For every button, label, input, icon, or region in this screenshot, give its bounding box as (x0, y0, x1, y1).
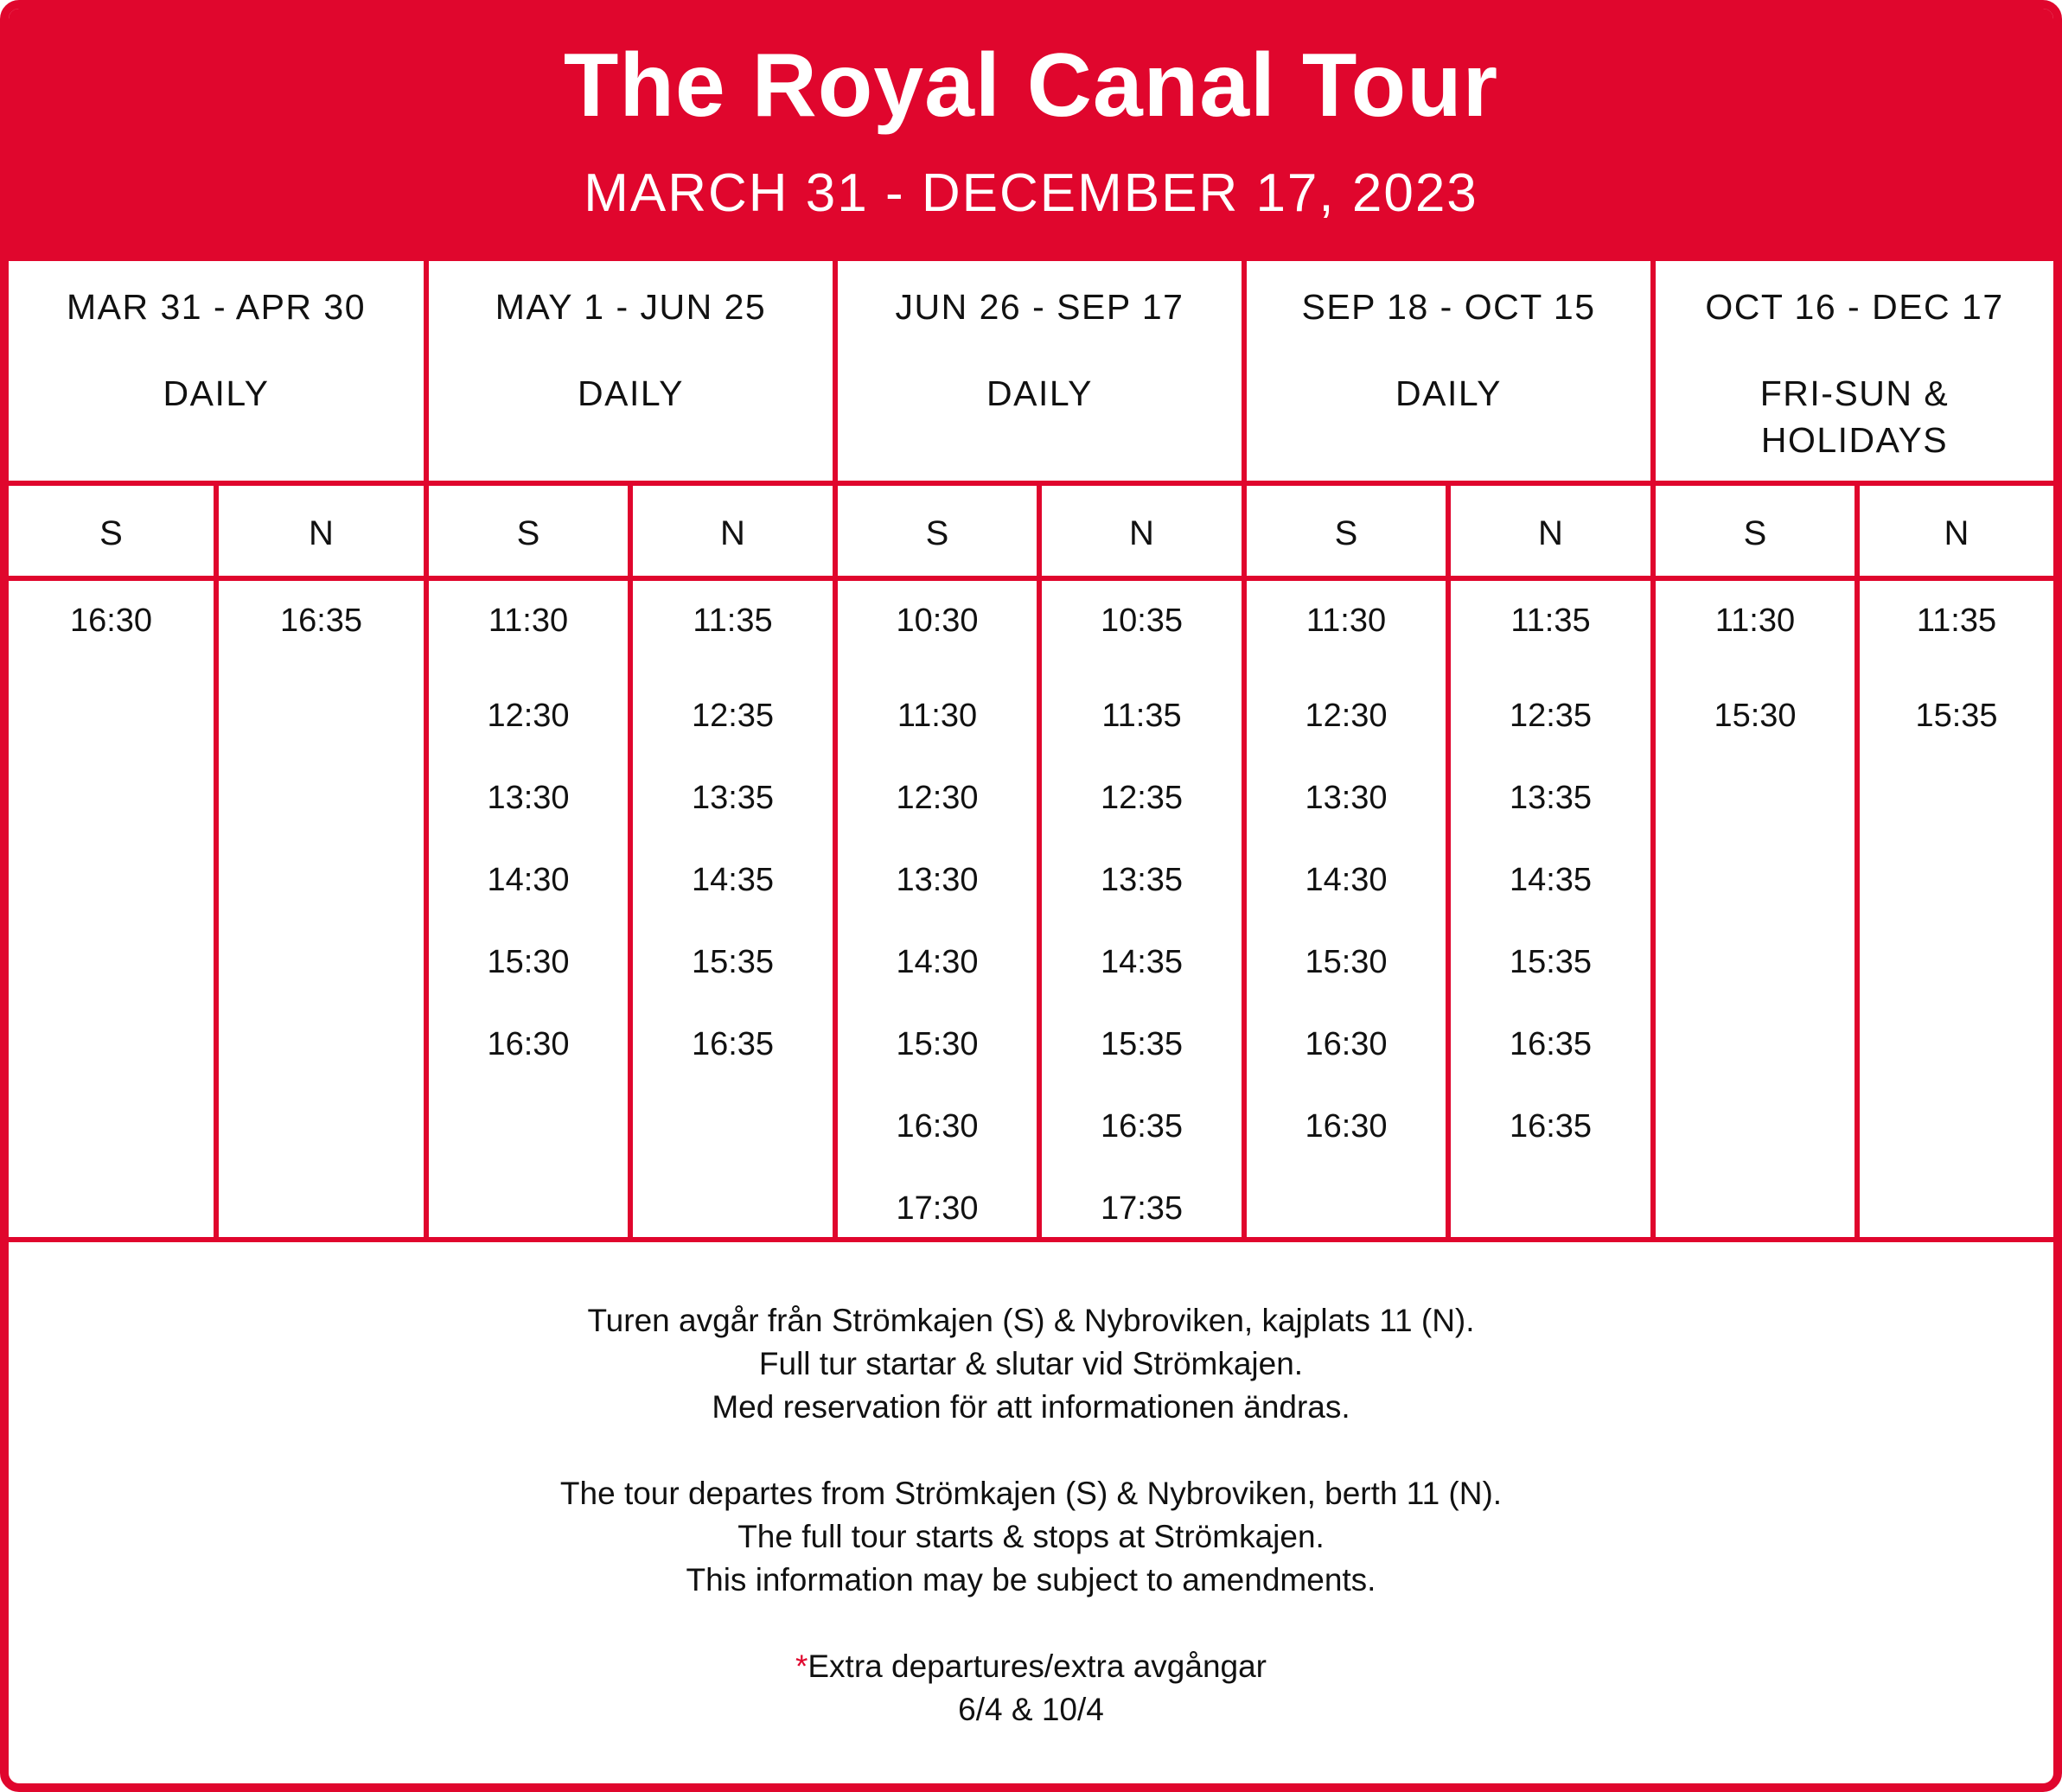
footer-notes (9, 1242, 2053, 1775)
departure-time: 13:30 (487, 780, 570, 816)
stop-column-n (1042, 486, 1247, 1242)
departure-time: 10:30 (896, 603, 979, 639)
period-days: DAILY (1395, 373, 1502, 413)
period-range: MAY 1 - JUN 25 (495, 287, 767, 327)
departure-time: 16:35 (279, 603, 363, 639)
stop-column-n (1451, 486, 1656, 1242)
departure-time: 15:30 (1305, 944, 1388, 980)
period-range: SEP 18 - OCT 15 (1301, 287, 1596, 327)
departure-time: 11:35 (1510, 603, 1591, 639)
stop-label: N (1944, 514, 1969, 552)
stop-column-s (1656, 486, 1860, 1242)
stop-column-s (838, 486, 1042, 1242)
departure-time: 11:30 (488, 603, 569, 639)
departure-time: 16:35 (1100, 1108, 1184, 1145)
period-days: DAILY (986, 373, 1093, 413)
period-header (1656, 261, 2053, 486)
stop-label: S (99, 514, 123, 552)
departure-time: 14:35 (1509, 862, 1593, 898)
departure-time: 15:35 (691, 944, 775, 980)
extra-departures (9, 1645, 2053, 1731)
departure-time: 10:35 (1100, 603, 1184, 639)
departure-time: 12:30 (487, 698, 570, 734)
stop-label: N (1129, 514, 1154, 552)
period-header (9, 261, 429, 486)
departure-time: 11:30 (1306, 603, 1387, 639)
period-header (838, 261, 1247, 486)
departure-time: 13:35 (1100, 862, 1184, 898)
period-days: DAILY (578, 373, 684, 413)
departure-time: 15:30 (896, 1026, 979, 1062)
departure-time: 15:30 (1714, 698, 1797, 734)
period-days: DAILY (163, 373, 270, 413)
stop-column-n (1860, 486, 2053, 1242)
departure-time: 16:35 (691, 1026, 775, 1062)
extra-dates: 6/4 & 10/4 (958, 1692, 1104, 1727)
departure-time: 12:30 (1305, 698, 1388, 734)
departure-time: 11:30 (897, 698, 978, 734)
departure-time: 17:30 (896, 1190, 979, 1227)
stop-label: N (1538, 514, 1563, 552)
note-line: Turen avgår från Strömkajen (S) & Nybroviken, kajplats 11 (N). (587, 1303, 1475, 1338)
departure-time: 14:35 (1100, 944, 1184, 980)
departure-time: 16:35 (1509, 1108, 1593, 1145)
departure-time: 16:30 (1305, 1108, 1388, 1145)
departure-time: 15:35 (1100, 1026, 1184, 1062)
departure-time: 16:30 (1305, 1026, 1388, 1062)
departure-time: 14:30 (896, 944, 979, 980)
stop-column-s (9, 486, 219, 1242)
stop-label: N (309, 514, 334, 552)
note-line: The full tour starts & stops at Strömkajen. (737, 1519, 1325, 1554)
period-days: FRI-SUN & HOLIDAYS (1759, 373, 1950, 460)
period-range: OCT 16 - DEC 17 (1705, 287, 2004, 327)
period-header (429, 261, 838, 486)
period-range: MAR 31 - APR 30 (66, 287, 367, 327)
period-range: JUN 26 - SEP 17 (895, 287, 1184, 327)
departure-time: 11:35 (1916, 603, 1997, 639)
stop-column-n (219, 486, 429, 1242)
notes-swedish (9, 1299, 2053, 1429)
stop-label: S (516, 514, 540, 552)
departure-time: 12:35 (1509, 698, 1593, 734)
stop-label: S (1743, 514, 1767, 552)
departure-time: 14:30 (1305, 862, 1388, 898)
stop-label: S (925, 514, 949, 552)
departure-time: 16:35 (1509, 1026, 1593, 1062)
note-line: Med reservation för att informationen ändras. (712, 1389, 1350, 1425)
departure-time: 15:30 (487, 944, 570, 980)
asterisk: * (795, 1649, 808, 1684)
departure-time: 12:30 (896, 780, 979, 816)
period-header (1247, 261, 1656, 486)
stop-label: S (1334, 514, 1358, 552)
stop-column-s (429, 486, 633, 1242)
extra-title-line (9, 1645, 2053, 1688)
departure-time: 16:30 (487, 1026, 570, 1062)
note-line: This information may be subject to amendments. (686, 1562, 1376, 1597)
departure-time: 11:30 (1714, 603, 1796, 639)
departure-time: 11:35 (693, 603, 773, 639)
stop-column-n (633, 486, 838, 1242)
stop-label: N (720, 514, 745, 552)
season-dates: MARCH 31 - DECEMBER 17, 2023 (584, 163, 1478, 223)
departure-time: 15:35 (1509, 944, 1593, 980)
extra-title: Extra departures/extra avgångar (808, 1649, 1267, 1684)
notes-english (9, 1472, 2053, 1602)
header-banner (9, 9, 2053, 261)
departure-time: 11:35 (1101, 698, 1182, 734)
note-line: Full tur startar & slutar vid Strömkajen. (758, 1346, 1304, 1381)
departure-time: 14:30 (487, 862, 570, 898)
page-title: The Royal Canal Tour (563, 35, 1499, 136)
departure-time: 17:35 (1100, 1190, 1184, 1227)
departure-time: 14:35 (691, 862, 775, 898)
departure-time: 13:30 (896, 862, 979, 898)
departure-time: 16:30 (896, 1108, 979, 1145)
departure-time: 16:30 (69, 603, 153, 639)
departure-time: 13:35 (1509, 780, 1593, 816)
note-line: The tour departes from Strömkajen (S) & Nybroviken, berth 11 (N). (559, 1476, 1503, 1511)
stop-column-s (1247, 486, 1451, 1242)
departure-time: 15:35 (1915, 698, 1998, 734)
departure-time: 13:35 (691, 780, 775, 816)
timetable (9, 261, 2053, 1242)
departure-time: 13:30 (1305, 780, 1388, 816)
departure-time: 12:35 (691, 698, 775, 734)
departure-time: 12:35 (1100, 780, 1184, 816)
